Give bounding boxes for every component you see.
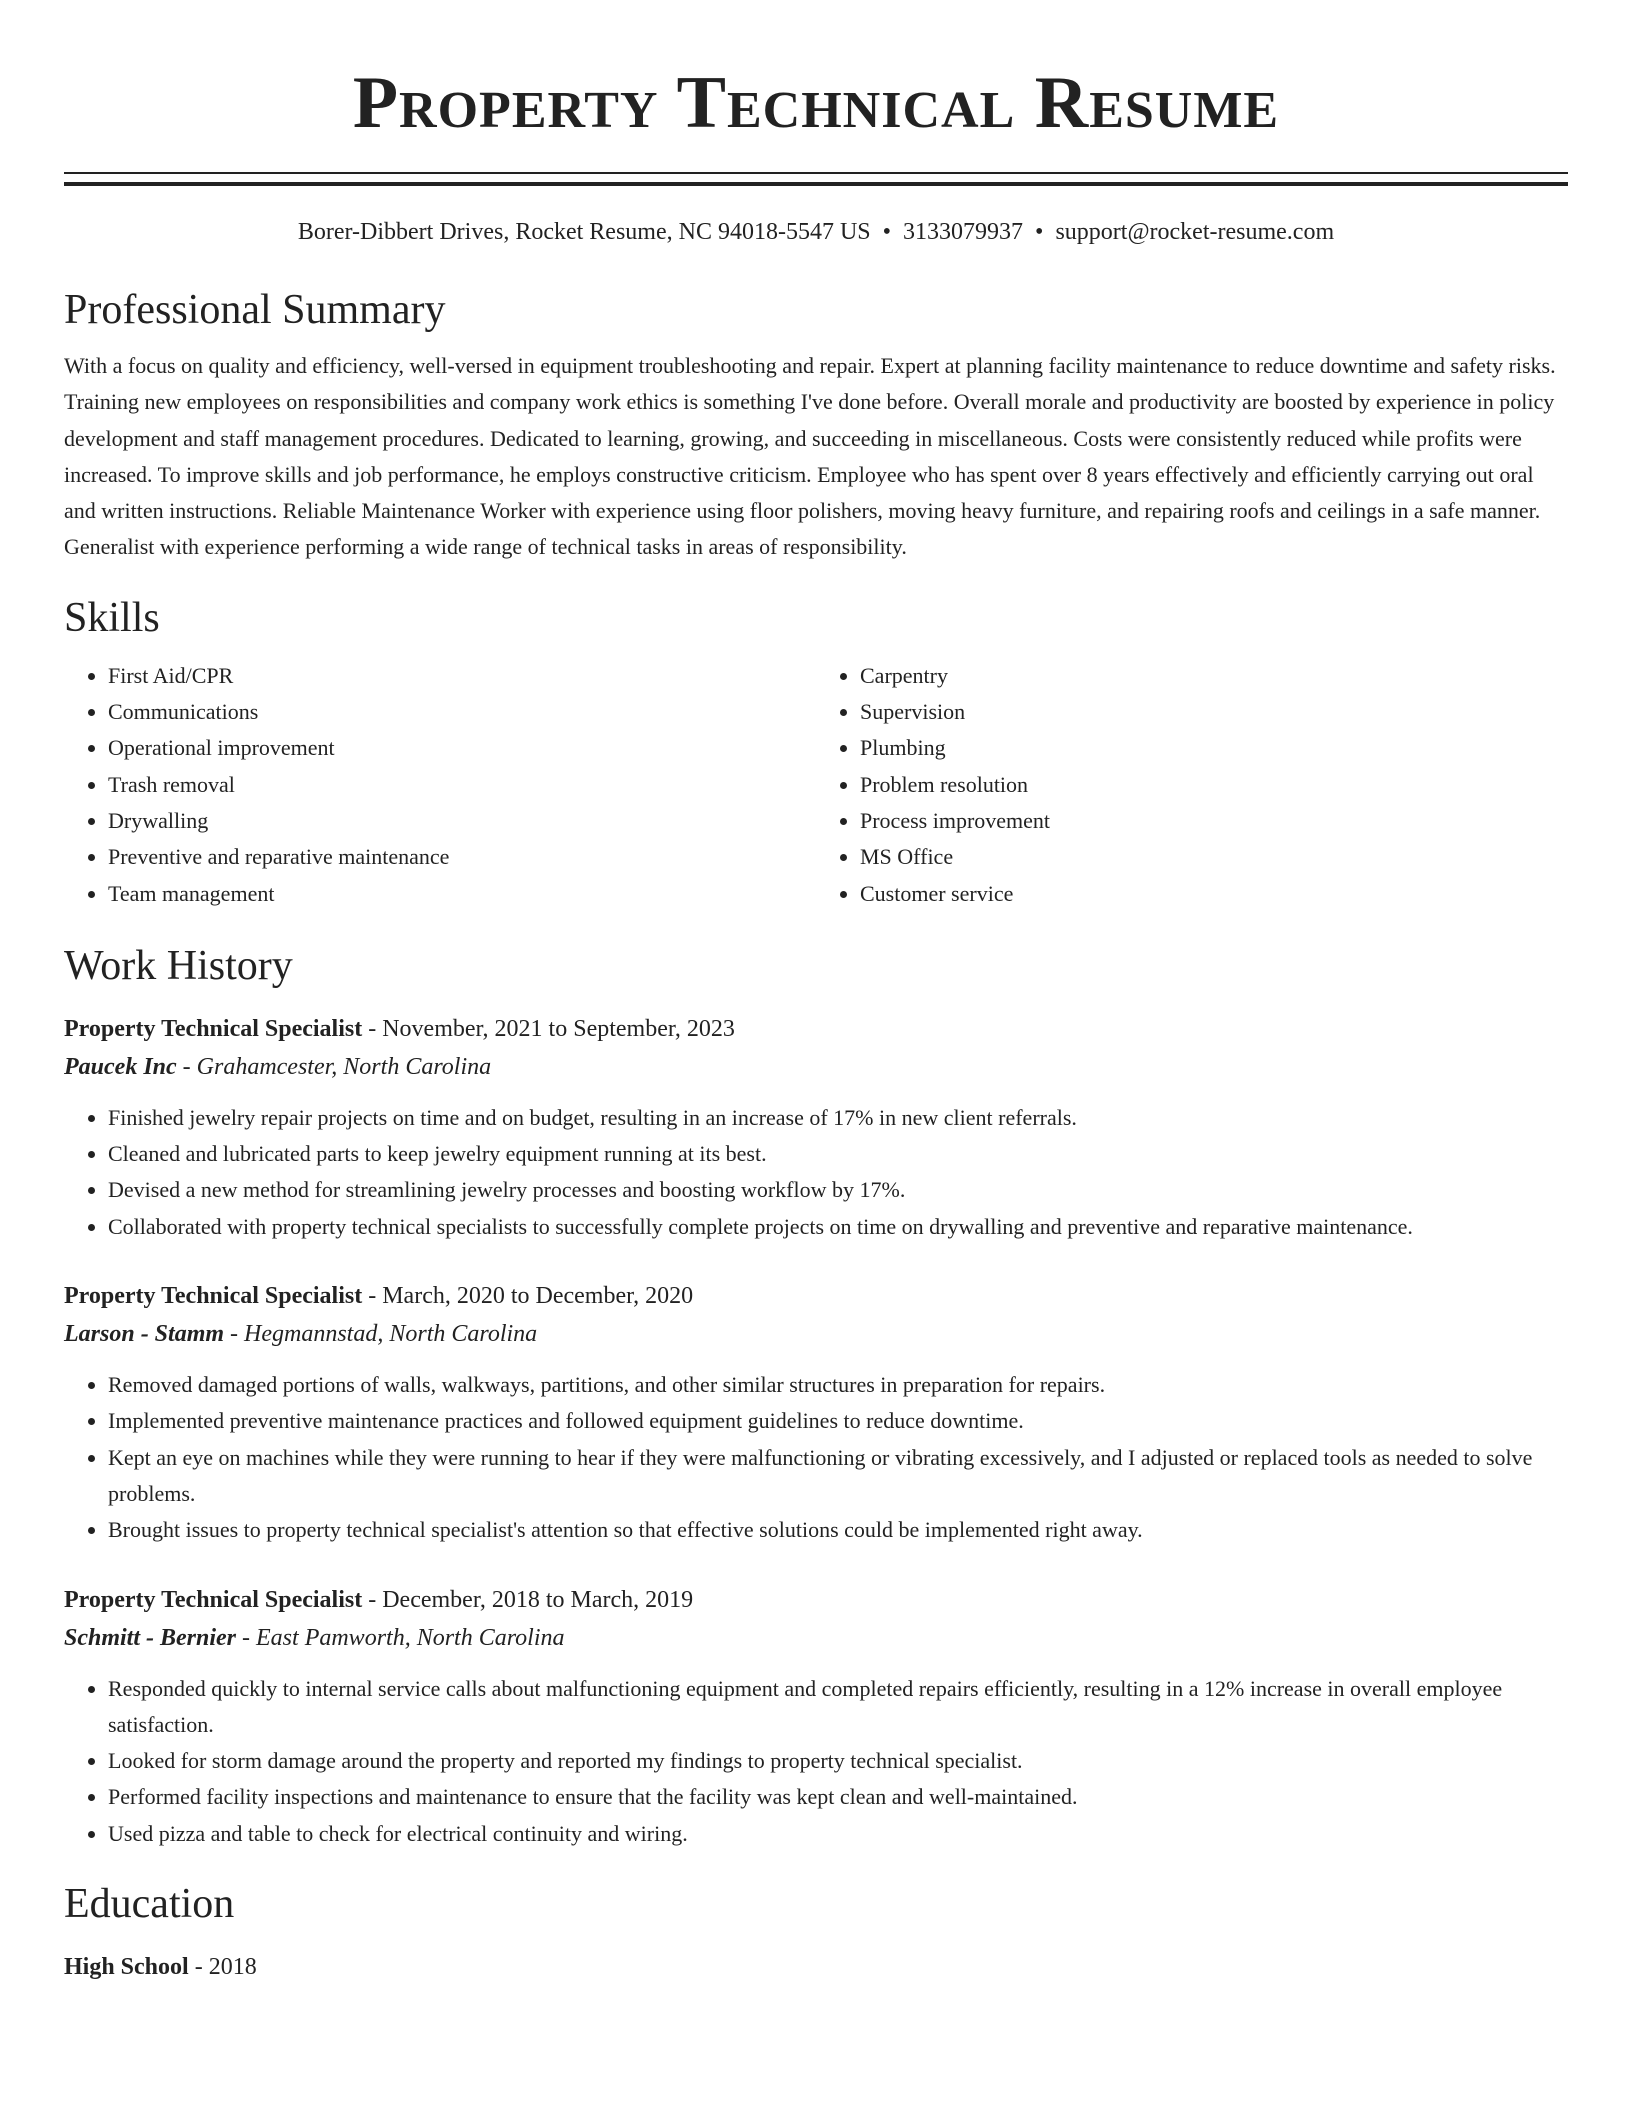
skill-item: • Customer service (860, 876, 1568, 912)
job-title-line (64, 1010, 1568, 1048)
job-bullet: • Removed damaged portions of walls, walkways, partitions, and other similar structures in preparation for repairs. (108, 1367, 1568, 1403)
contact-address: Borer-Dibbert Drives, Rocket Resume, NC 94018-5547 US (297, 219, 871, 245)
job-bullet: • Kept an eye on machines while they were running to hear if they were malfunctioning or vibrating excessively, and I adjusted or replaced tools as needed to solve problems. (108, 1440, 1568, 1513)
contact-separator: • (1035, 219, 1044, 245)
company-line (64, 1048, 1568, 1086)
company-name: Larson - Stamm (64, 1321, 225, 1348)
company-location: - East Pamworth, North Carolina (236, 1624, 565, 1651)
company-line (64, 1315, 1568, 1353)
summary-text: With a focus on quality and efficiency, well-versed in equipment troubleshooting and repair. Expert at planning facility maintenance to reduce downtime and safety risks. Training new employees on responsibilities and company work ethics is something I've done before. Overall morale and productivity are boosted by experience in policy development and staff management procedures. Dedicated to learning, growing, and succeeding in miscellaneous. Costs were consistently reduced while profits were increased. To improve skills and job performance, he employs constructive criticism. Employee who has spent over 8 years effectively and efficiently carrying out oral and written instructions. Reliable Maintenance Worker with experience using floor polishers, moving heavy furniture, and repairing roofs and ceilings in a safe manner. Generalist with experience performing a wide range of technical tasks in areas of responsibility. (64, 353, 1556, 560)
job-title-line (64, 1581, 1568, 1619)
job-bullet: • Brought issues to property technical specialist's attention so that effective solutions could be implemented right away. (108, 1512, 1568, 1548)
job-bullet: • Performed facility inspections and maintenance to ensure that the facility was kept clean and well-maintained. (108, 1779, 1568, 1815)
summary-heading: Professional Summary (64, 287, 446, 333)
skill-item: • Preventive and reparative maintenance (108, 839, 816, 875)
contact-phone: 3133079937 (903, 219, 1024, 245)
skill-item: • Trash removal (108, 767, 816, 803)
skill-item: • Operational improvement (108, 730, 816, 766)
skills-column-left (64, 658, 816, 912)
job-bullet: • Devised a new method for streamlining jewelry processes and boosting workflow by 17%. (108, 1172, 1568, 1208)
skills-column-right (816, 658, 1568, 912)
job-bullet: • Responded quickly to internal service calls about malfunctioning equipment and completed repairs efficiently, resulting in a 12% increase in overall employee satisfaction. (108, 1671, 1568, 1744)
job-bullet: • Cleaned and lubricated parts to keep jewelry equipment running at its best. (108, 1136, 1568, 1172)
job-title-line (64, 1277, 1568, 1315)
job-title: Property Technical Specialist (64, 1015, 363, 1042)
page-title: Property Technical Resume (352, 62, 1280, 144)
job-bullet: • Used pizza and table to check for electrical continuity and wiring. (108, 1816, 1568, 1852)
skill-item: • First Aid/CPR (108, 658, 816, 694)
job-entry (64, 1277, 1568, 1548)
job-entry (64, 1581, 1568, 1852)
company-name: Schmitt - Bernier (64, 1624, 237, 1651)
skill-item: • Communications (108, 694, 816, 730)
education-heading: Education (64, 1881, 235, 1928)
title-divider (64, 172, 1568, 186)
skills-list (64, 658, 1568, 912)
job-dates: - November, 2021 to September, 2023 (362, 1015, 735, 1042)
contact-line (64, 216, 1568, 248)
company-location: - Grahamcester, North Carolina (176, 1053, 492, 1080)
skill-item: • Drywalling (108, 803, 816, 839)
job-bullet: • Finished jewelry repair projects on time and on budget, resulting in an increase of 17% in new client referrals. (108, 1100, 1568, 1136)
job-title: Property Technical Specialist (64, 1586, 363, 1613)
job-bullets (64, 1671, 1568, 1852)
work-history-heading: Work History (64, 942, 293, 989)
skill-item: • Supervision (860, 694, 1568, 730)
job-bullets (64, 1367, 1568, 1548)
skill-item: • Carpentry (860, 658, 1568, 694)
job-dates: - December, 2018 to March, 2019 (362, 1586, 694, 1613)
education-entry (64, 1948, 1568, 1986)
job-bullet: • Implemented preventive maintenance practices and followed equipment guidelines to reduce downtime. (108, 1403, 1568, 1439)
education-degree: High School (64, 1954, 189, 1981)
company-line (64, 1619, 1568, 1657)
skill-item: • Process improvement (860, 803, 1568, 839)
job-bullet: • Looked for storm damage around the property and reported my findings to property technical specialist. (108, 1743, 1568, 1779)
company-location: - Hegmannstad, North Carolina (224, 1321, 538, 1348)
job-bullet: • Collaborated with property technical specialists to successfully complete projects on time on drywalling and preventive and reparative maintenance. (108, 1209, 1568, 1245)
job-title: Property Technical Specialist (64, 1283, 363, 1310)
job-bullets (64, 1100, 1568, 1245)
skill-item: • Plumbing (860, 730, 1568, 766)
skill-item: • Problem resolution (860, 767, 1568, 803)
education-year: - 2018 (188, 1954, 257, 1981)
skills-heading: Skills (64, 594, 160, 641)
job-entry (64, 1010, 1568, 1245)
skill-item: • MS Office (860, 839, 1568, 875)
contact-separator: • (882, 219, 892, 245)
company-name: Paucek Inc (64, 1053, 177, 1080)
skill-item: • Team management (108, 876, 816, 912)
job-dates: - March, 2020 to December, 2020 (362, 1283, 694, 1310)
contact-email: support@rocket-resume.com (1055, 219, 1335, 245)
